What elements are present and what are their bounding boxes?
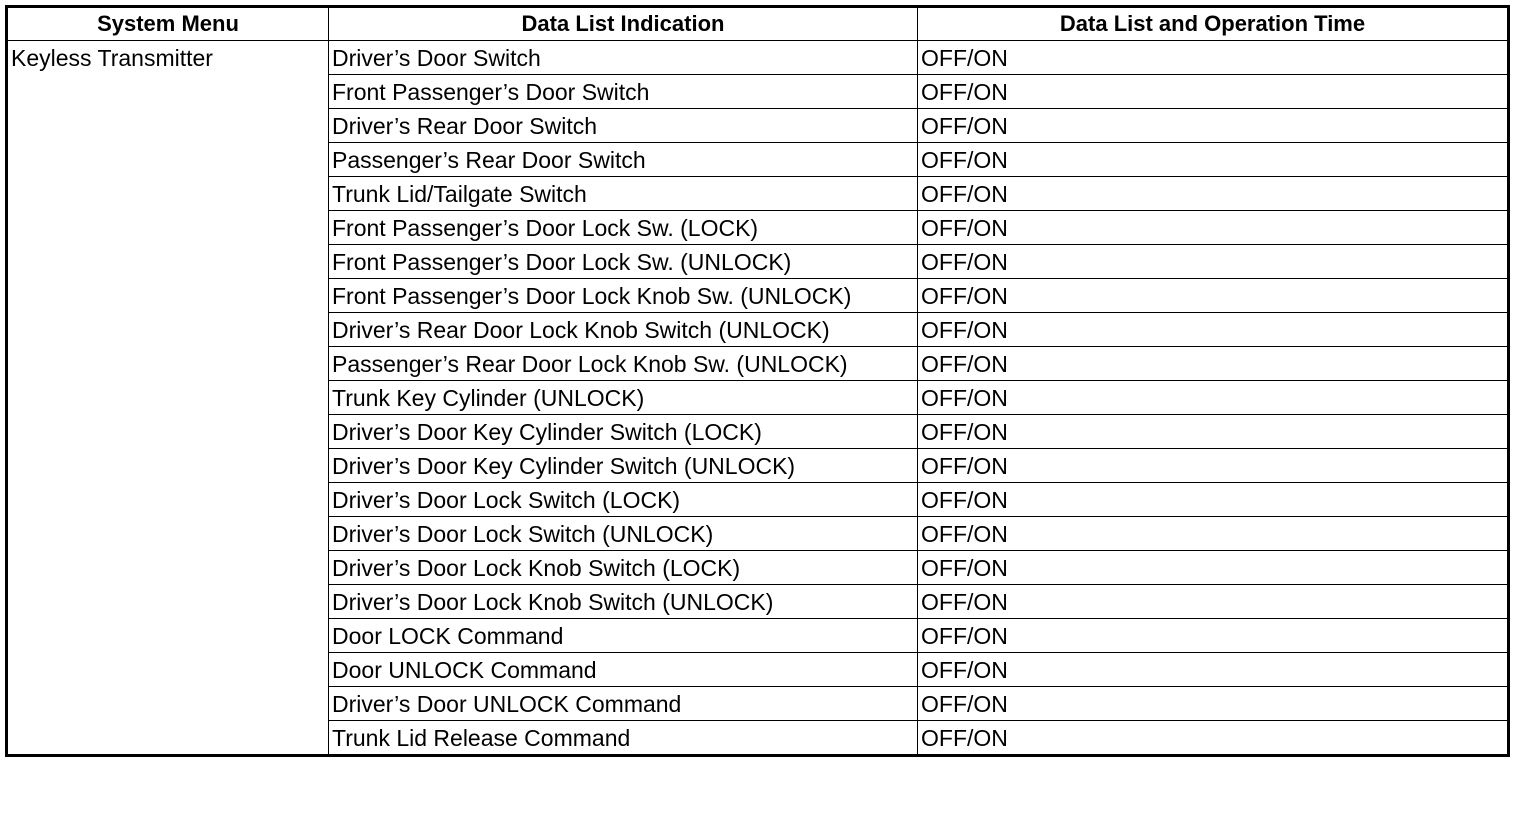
operation-value-cell: OFF/ON [918,619,1509,653]
indication-cell: Front Passenger’s Door Switch [329,75,918,109]
operation-value-cell: OFF/ON [918,449,1509,483]
operation-value-cell: OFF/ON [918,585,1509,619]
table-row [7,41,1509,75]
indication-cell: Trunk Lid Release Command [329,721,918,756]
operation-value-cell: OFF/ON [918,75,1509,109]
indication-cell: Passenger’s Rear Door Switch [329,143,918,177]
operation-value-cell: OFF/ON [918,347,1509,381]
indication-cell: Door UNLOCK Command [329,653,918,687]
operation-value-cell: OFF/ON [918,653,1509,687]
operation-value-cell: OFF/ON [918,517,1509,551]
operation-value-cell: OFF/ON [918,687,1509,721]
operation-value-cell: OFF/ON [918,279,1509,313]
indication-cell: Driver’s Door Lock Knob Switch (LOCK) [329,551,918,585]
indication-cell: Driver’s Door Key Cylinder Switch (UNLOCK) [329,449,918,483]
operation-value-cell: OFF/ON [918,415,1509,449]
header-row [7,7,1509,41]
indication-cell: Front Passenger’s Door Lock Sw. (UNLOCK) [329,245,918,279]
operation-value-cell: OFF/ON [918,381,1509,415]
header-system-menu: System Menu [7,7,329,41]
operation-value-cell: OFF/ON [918,483,1509,517]
indication-cell: Trunk Key Cylinder (UNLOCK) [329,381,918,415]
indication-cell: Driver’s Rear Door Switch [329,109,918,143]
operation-value-cell: OFF/ON [918,177,1509,211]
table-body [7,41,1509,756]
indication-cell: Driver’s Door Lock Switch (LOCK) [329,483,918,517]
indication-cell: Driver’s Door Switch [329,41,918,75]
indication-cell: Driver’s Door Key Cylinder Switch (LOCK) [329,415,918,449]
operation-value-cell: OFF/ON [918,551,1509,585]
indication-cell: Driver’s Door UNLOCK Command [329,687,918,721]
indication-cell: Driver’s Door Lock Knob Switch (UNLOCK) [329,585,918,619]
operation-value-cell: OFF/ON [918,211,1509,245]
data-list-table [5,5,1510,757]
header-data-list-operation-time: Data List and Operation Time [918,7,1509,41]
operation-value-cell: OFF/ON [918,41,1509,75]
operation-value-cell: OFF/ON [918,721,1509,756]
indication-cell: Passenger’s Rear Door Lock Knob Sw. (UNLOCK) [329,347,918,381]
indication-cell: Door LOCK Command [329,619,918,653]
system-menu-cell: Keyless Transmitter [7,41,329,756]
indication-cell: Trunk Lid/Tailgate Switch [329,177,918,211]
operation-value-cell: OFF/ON [918,143,1509,177]
indication-cell: Front Passenger’s Door Lock Sw. (LOCK) [329,211,918,245]
indication-cell: Driver’s Door Lock Switch (UNLOCK) [329,517,918,551]
operation-value-cell: OFF/ON [918,109,1509,143]
header-data-list-indication: Data List Indication [329,7,918,41]
indication-cell: Front Passenger’s Door Lock Knob Sw. (UNLOCK) [329,279,918,313]
operation-value-cell: OFF/ON [918,313,1509,347]
indication-cell: Driver’s Rear Door Lock Knob Switch (UNLOCK) [329,313,918,347]
operation-value-cell: OFF/ON [918,245,1509,279]
